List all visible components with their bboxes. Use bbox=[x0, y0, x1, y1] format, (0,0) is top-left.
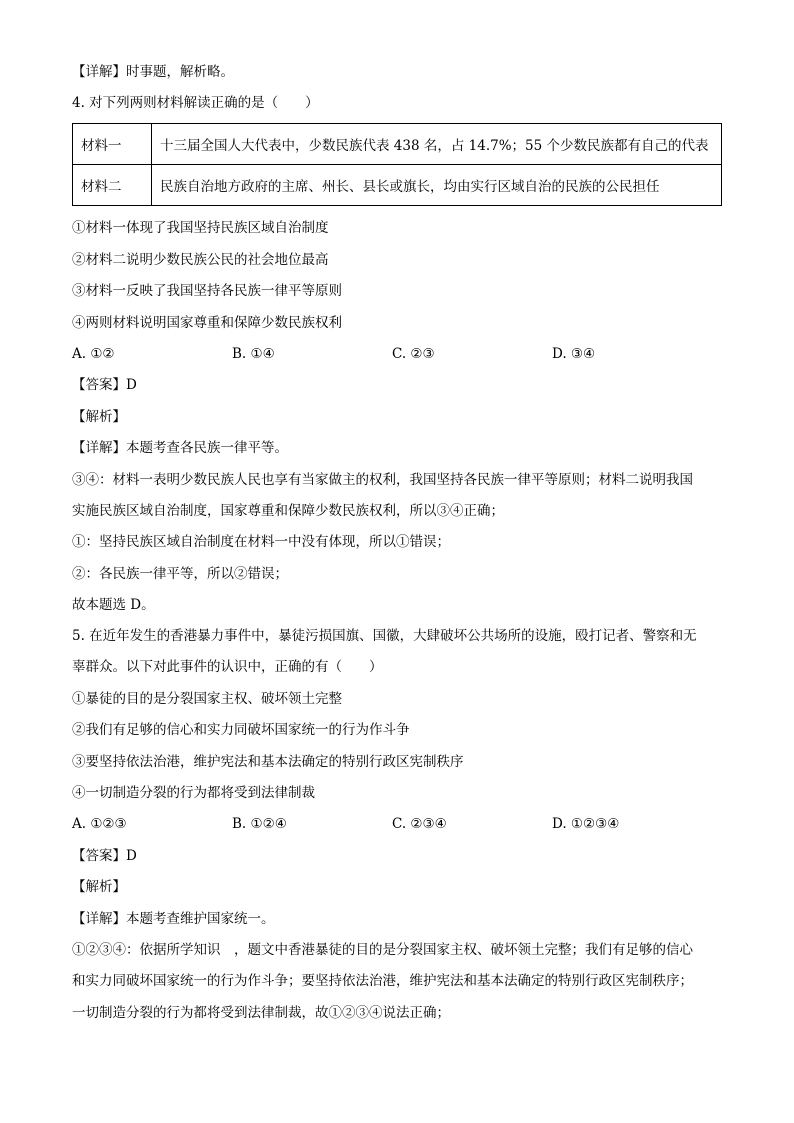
explanation-line: ③④：材料一表明少数民族人民也享有当家做主的权利，我国坚持各民族一律平等原则；材料二说明我国 bbox=[72, 471, 693, 488]
list-item: ②材料二说明少数民族公民的社会地位最高 bbox=[72, 251, 329, 268]
explanation-line: 故本题选 D。 bbox=[72, 597, 155, 614]
option-c: C. ②③ bbox=[392, 345, 435, 362]
explanation-line: 和实力同破坏国家统一的行为作斗争；要坚持依法治港，维护宪法和基本法确定的特别行政区宪制秩序； bbox=[72, 973, 693, 990]
list-item: ③要坚持依法治港，维护宪法和基本法确定的特别行政区宪制秩序 bbox=[72, 753, 464, 770]
table-cell-label: 材料二 bbox=[73, 165, 152, 206]
detail-line: 【详解】本题考查维护国家统一。 bbox=[72, 910, 275, 927]
list-item: ③材料一反映了我国坚持各民族一律平等原则 bbox=[72, 283, 342, 300]
table-cell-text: 民族自治地方政府的主席、州长、县长或旗长，均由实行区域自治的民族的公民担任 bbox=[152, 165, 722, 206]
option-b: B. ①④ bbox=[232, 345, 275, 362]
list-item: ④一切制造分裂的行为都将受到法律制裁 bbox=[72, 785, 315, 802]
answer-line: 【答案】D bbox=[72, 377, 137, 394]
question-5-stem-cont: 辜群众。以下对此事件的认识中，正确的有（ ） bbox=[72, 659, 383, 676]
table-row bbox=[73, 124, 722, 165]
materials-table bbox=[72, 123, 722, 206]
answer-line: 【答案】D bbox=[72, 847, 137, 864]
paragraph-detail-prev: 【详解】时事题，解析略。 bbox=[72, 64, 234, 80]
question-5-options bbox=[72, 814, 724, 834]
table-row bbox=[73, 165, 722, 206]
list-item: ①暴徒的目的是分裂国家主权、破坏领土完整 bbox=[72, 690, 342, 707]
detail-line: 【详解】本题考查各民族一律平等。 bbox=[72, 440, 288, 457]
explanation-line: 实施民族区域自治制度，国家尊重和保障少数民族权利，所以③④正确； bbox=[72, 502, 504, 519]
option-a: A. ①② bbox=[72, 345, 115, 362]
list-item: ②我们有足够的信心和实力同破坏国家统一的行为作斗争 bbox=[72, 722, 410, 739]
table-cell-label: 材料一 bbox=[73, 124, 152, 165]
question-4-stem: 4. 对下列两则材料解读正确的是（ ） bbox=[72, 95, 319, 112]
question-4-body bbox=[72, 218, 724, 615]
table-cell-text: 十三届全国人大代表中，少数民族代表 438 名，占 14.7%；55 个少数民族都有自己的代表 bbox=[152, 124, 722, 165]
option-d: D. ③④ bbox=[552, 345, 596, 362]
explanation-line: ①②③④：依据所学知识 ，题文中香港暴徒的目的是分裂国家主权、破坏领土完整；我们有足够的信心 bbox=[72, 941, 693, 958]
analysis-heading: 【解析】 bbox=[72, 408, 126, 425]
option-d: D. ①②③④ bbox=[552, 816, 620, 833]
list-item: ④两则材料说明国家尊重和保障少数民族权利 bbox=[72, 314, 342, 331]
analysis-heading: 【解析】 bbox=[72, 879, 126, 896]
list-item: ①材料一体现了我国坚持民族区域自治制度 bbox=[72, 220, 329, 237]
option-b: B. ①②④ bbox=[232, 816, 287, 833]
option-a: A. ①②③ bbox=[72, 816, 127, 833]
explanation-line: ②：各民族一律平等，所以②错误； bbox=[72, 565, 288, 582]
question-4-options bbox=[72, 344, 724, 364]
explanation-line: 一切制造分裂的行为都将受到法律制裁，故①②③④说法正确； bbox=[72, 1004, 450, 1021]
question-5-body bbox=[72, 626, 724, 1023]
explanation-line: ①：坚持民族区域自治制度在材料一中没有体现，所以①错误； bbox=[72, 534, 450, 551]
option-c: C. ②③④ bbox=[392, 816, 447, 833]
question-5-stem: 5. 在近年发生的香港暴力事件中，暴徒污损国旗、国徽，大肆破坏公共场所的设施，殴打记者、警察和无 bbox=[72, 628, 697, 645]
